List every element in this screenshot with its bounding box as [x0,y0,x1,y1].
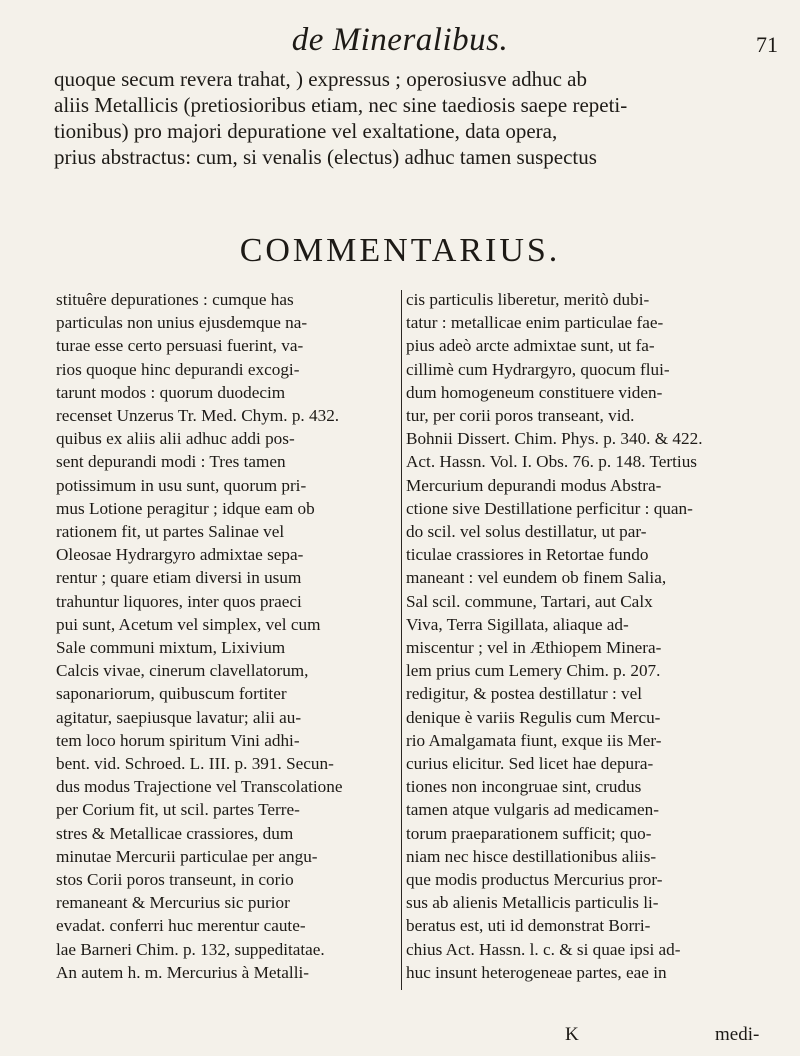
intro-paragraph [54,66,774,170]
text-line: An autem h. m. Mercurius à Metalli- [56,962,309,982]
text-line: lem prius cum Lemery Chim. p. 207. [406,661,661,681]
text-line: stos Corii poros transeunt, in corio [56,870,294,890]
text-line: trahuntur liquores, inter quos praeci [56,591,302,611]
text-line: ctione sive Destillatione perficitur : quan- [406,498,693,518]
text-line: agitatur, saepiusque lavatur; alii au- [56,707,302,727]
text-line: tatur : metallicae enim particulae fae- [406,313,664,333]
signature-mark: K [565,1024,579,1045]
text-line: Calcis vivae, cinerum clavellatorum, [56,661,309,681]
text-line: niam nec hisce destillationibus aliis- [406,846,657,866]
text-line: particulas non unius ejusdemque na- [56,313,308,333]
left-column [56,288,398,984]
text-line: aliis Metallicis (pretiosioribus etiam, nec sine taediosis saepe repeti- [54,93,628,117]
text-line: torum praeparationem sufficit; quo- [406,823,652,843]
text-line: denique è variis Regulis cum Mercu- [406,707,661,727]
text-line: tem loco horum spiritum Vini adhi- [56,730,300,750]
text-line: rentur ; quare etiam diversi in usum [56,568,302,588]
section-heading: COMMENTARIUS. [239,232,561,269]
text-line: evadat. conferri huc merentur caute- [56,916,306,936]
text-line: remaneant & Mercurius sic purior [56,893,290,913]
text-line: quibus ex aliis alii adhuc addi pos- [56,429,295,449]
text-line: tarunt modos : quorum duodecim [56,382,286,402]
text-line: saponariorum, quibuscum fortiter [56,684,287,704]
text-line: rios quoque hinc depurandi excogi- [56,359,300,379]
text-line: Sale communi mixtum, Lixivium [56,638,286,658]
text-line: per Corium fit, ut scil. partes Terre- [56,800,300,820]
text-line: quoque secum revera trahat, ) expressus ; operosiusve adhuc ab [54,67,587,91]
text-line: rio Amalgamata fiunt, exque iis Mer- [406,730,662,750]
text-line: cillimè cum Hydrargyro, quocum flui- [406,359,670,379]
text-line: recenset Unzerus Tr. Med. Chym. p. 432. [56,406,340,426]
text-line: dum homogeneum constituere viden- [406,382,663,402]
page-header [0,14,800,64]
text-line: redigitur, & postea destillatur : vel [406,684,643,704]
text-line: Mercurium depurandi modus Abstra- [406,475,662,495]
text-line: curius elicitur. Sed licet hae depura- [406,754,654,774]
text-line: lae Barneri Chim. p. 132, suppeditatae. [56,939,325,959]
page-number: 71 [756,32,778,57]
text-line: turae esse certo persuasi fuerint, va- [56,336,304,356]
text-line: mus Lotione peragitur ; idque eam ob [56,498,315,518]
text-line: tionibus) pro majori depuratione vel exaltatione, data opera, [54,119,558,143]
text-line: Bohnii Dissert. Chim. Phys. p. 340. & 422. [406,429,703,449]
text-line: Act. Hassn. Vol. I. Obs. 76. p. 148. Tertius [406,452,697,472]
text-line: sus ab alienis Metallicis particulis li- [406,893,659,913]
text-line: dus modus Trajectione vel Transcolatione [56,777,343,797]
text-line: pui sunt, Acetum vel simplex, vel cum [56,614,321,634]
text-line: beratus est, uti id demonstrat Borri- [406,916,651,936]
text-line: rationem fit, ut partes Salinae vel [56,522,285,542]
text-line: Viva, Terra Sigillata, aliaque ad- [406,614,629,634]
text-line: bent. vid. Schroed. L. III. p. 391. Secun- [56,754,334,774]
catchword: medi- [715,1024,760,1045]
text-line: miscentur ; vel in Æthiopem Minera- [406,638,662,658]
text-line: pius adeò arcte admixtae sunt, ut fa- [406,336,655,356]
text-line: do scil. vel solus destillatur, ut par- [406,522,647,542]
text-line: cis particulis liberetur, meritò dubi- [406,290,650,309]
column-divider [401,290,402,990]
text-line: que modis productus Mercurius pror- [406,870,663,890]
text-line: stres & Metallicae crassiores, dum [56,823,294,843]
text-line: Sal scil. commune, Tartari, aut Calx [406,591,653,611]
text-line: huc insunt heterogeneae partes, eae in [406,962,667,982]
text-line: chius Act. Hassn. l. c. & si quae ipsi ad- [406,939,681,959]
text-line: ticulae crassiores in Retortae fundo [406,545,649,565]
text-line: tamen atque vulgaris ad medicamen- [406,800,659,820]
text-line: tiones non incongruae sint, crudus [406,777,642,797]
text-line: sent depurandi modi : Tres tamen [56,452,286,472]
text-line: maneant : vel eundem ob finem Salia, [406,568,667,588]
text-line: potissimum in usu sunt, quorum pri- [56,475,307,495]
right-column [406,288,766,984]
text-line: minutae Mercurii particulae per angu- [56,846,318,866]
text-line: stituêre depurationes : cumque has [56,290,294,309]
running-title: de Mineralibus. [291,22,509,58]
text-line: tur, per corii poros transeant, vid. [406,406,635,426]
text-line: prius abstractus: cum, si venalis (electus) adhuc tamen suspectus [54,145,597,169]
text-line: Oleosae Hydrargyro admixtae sepa- [56,545,304,565]
